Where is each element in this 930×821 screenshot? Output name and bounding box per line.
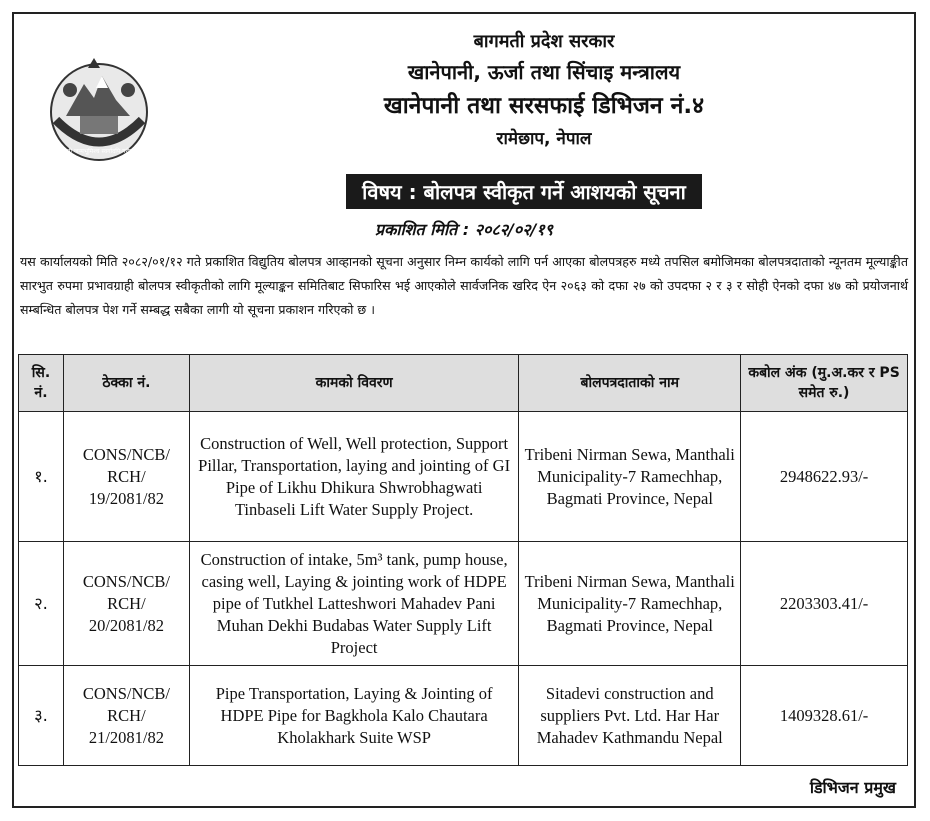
office-location: रामेछाप, नेपाल	[496, 129, 592, 149]
notice-page	[12, 12, 916, 808]
serial-number: ३.	[19, 666, 64, 766]
signatory-title: डिभिजन प्रमुख	[809, 778, 896, 797]
col-description: कामको विवरण	[189, 355, 519, 412]
publish-date: प्रकाशित मिति : २०८२/०२/१९	[374, 220, 553, 239]
nepal-emblem-icon	[44, 54, 154, 166]
contract-number: CONS/NCB/ RCH/ 19/2081/82	[63, 412, 189, 542]
work-description: Construction of intake, 5m³ tank, pump house, casing well, Laying & jointing work of HDPE pipe of Tutkhel Latteshwori Mahadev Pani Muhan Dekhi Budabas Water Supply Lift Project	[189, 542, 519, 666]
col-amount: कबोल अंक (मु.अ.कर र PS समेत रु.)	[741, 355, 908, 412]
province-government: बागमती प्रदेश सरकार	[473, 31, 615, 52]
notice-body: यस कार्यालयको मिति २०८२/०१/१२ गते प्रकाशित विद्युतिय बोलपत्र आव्हानको सूचना अनुसार निम्न कार्यको लागि पर्न आएका बोलपत्रहरु मध्ये तपसिल बमोजिमका बोलपत्रदाताको न्यूनतम मूल्याङ्कीत सारभुत रुपमा प्रभावग्राही बोलपत्र स्वीकृतीको लागि मूल्याङ्कन समितिबाट सिफारिस भई आएकोले सार्वजनिक खरिद ऐन २०६३ को दफा २७ को उपदफा २ र ३ र सोही ऐनको दफा ४७ को प्रयोजनार्थ सम्बन्धित बोलपत्र पेश गर्ने सम्बद्ध सबैका लागी यो सूचना प्रकाशन गरिएको छ ।	[20, 254, 908, 317]
col-bidder: बोलपत्रदाताको नाम	[519, 355, 741, 412]
contract-number: CONS/NCB/ RCH/ 21/2081/82	[63, 666, 189, 766]
table-row	[19, 412, 908, 542]
division-name: खानेपानी तथा सरसफाई डिभिजन नं.४	[383, 93, 705, 119]
col-serial: सि. नं.	[19, 355, 64, 412]
serial-number: २.	[19, 542, 64, 666]
work-description: Pipe Transportation, Laying & Jointing of HDPE Pipe for Bagkhola Kalo Chautara Kholakhark Suite WSP	[189, 666, 519, 766]
bidder-name: Sitadevi construction and suppliers Pvt. Ltd. Har Har Mahadev Kathmandu Nepal	[519, 666, 741, 766]
bidder-name: Tribeni Nirman Sewa, Manthali Municipality-7 Ramechhap, Bagmati Province, Nepal	[519, 412, 741, 542]
serial-number: १.	[19, 412, 64, 542]
bidder-name: Tribeni Nirman Sewa, Manthali Municipality-7 Ramechhap, Bagmati Province, Nepal	[519, 542, 741, 666]
emblem-motto: जननी जन्मभूमिश्च स्वर्गादपि गरीयसी	[59, 148, 139, 155]
table-header-row	[19, 355, 908, 412]
work-description: Construction of Well, Well protection, Support Pillar, Transportation, laying and jointing of GI Pipe of Likhu Dhikura Shwrobhagwati Tinbaseli Lift Water Supply Project.	[189, 412, 519, 542]
bid-amount: 1409328.61/-	[741, 666, 908, 766]
table-row	[19, 542, 908, 666]
contract-number: CONS/NCB/ RCH/ 20/2081/82	[63, 542, 189, 666]
notice-subject: विषय : बोलपत्र स्वीकृत गर्ने आशयको सूचना	[346, 174, 702, 209]
letterhead	[174, 28, 914, 154]
bid-amount: 2203303.41/-	[741, 542, 908, 666]
ministry-name: खानेपानी, ऊर्जा तथा सिंचाइ मन्त्रालय	[407, 60, 681, 84]
tender-table	[18, 354, 908, 766]
col-contract-no: ठेक्का नं.	[63, 355, 189, 412]
table-row	[19, 666, 908, 766]
bid-amount: 2948622.93/-	[741, 412, 908, 542]
